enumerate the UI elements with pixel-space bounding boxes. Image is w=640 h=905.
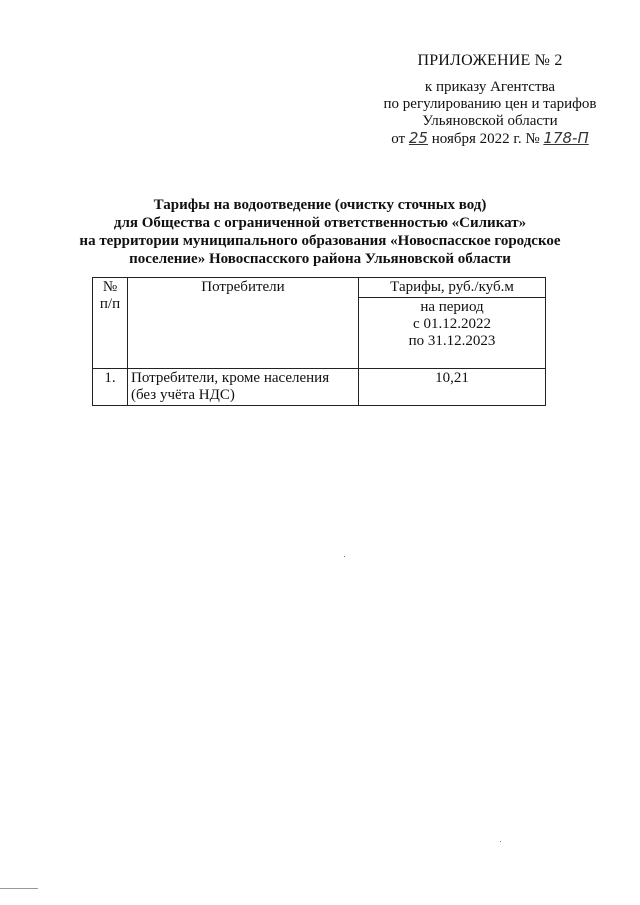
appendix-block: [370, 52, 610, 148]
header-number-cell: [93, 278, 128, 369]
date-rest: ноября 2022 г. №: [431, 131, 540, 147]
date-prefix: от: [391, 131, 406, 147]
row-tariff-value-cell: 10,21: [359, 369, 546, 406]
header-consumers-cell: Потребители: [128, 278, 359, 369]
appendix-title: ПРИЛОЖЕНИЕ № 2: [417, 52, 563, 69]
table-row: [93, 369, 546, 406]
header-number-sign: №: [102, 279, 118, 295]
row-consumer-line-1: Потребители, кроме населения: [131, 370, 330, 386]
period-line-1: на период: [420, 299, 484, 315]
header-tariffs-cell: Тарифы, руб./куб.м: [359, 278, 546, 298]
row-consumer-line-2: (без учёта НДС): [131, 387, 235, 403]
document-heading: [70, 196, 570, 268]
scan-speck: [344, 556, 345, 557]
table-header-row: [93, 278, 546, 298]
header-number-abbr: п/п: [99, 296, 121, 312]
period-line-3: по 31.12.2023: [408, 333, 496, 349]
tariff-table: [92, 277, 546, 406]
heading-line-1: Тарифы на водоотведение (очистку сточных вод): [153, 197, 487, 213]
scan-edge-line: [0, 888, 38, 889]
appendix-line-1: к приказу Агентства: [424, 79, 556, 95]
handwritten-day: 25: [408, 129, 428, 147]
row-number-cell: 1.: [93, 369, 128, 406]
heading-line-2: для Общества с ограниченной ответственностью «Силикат»: [113, 215, 527, 231]
appendix-line-3: Ульяновской области: [422, 113, 558, 129]
scan-speck: [500, 841, 501, 842]
period-line-2: с 01.12.2022: [413, 316, 491, 332]
appendix-line-2: по регулированию цен и тарифов: [383, 96, 597, 112]
appendix-date-line: [370, 130, 610, 148]
row-consumer-cell: [128, 369, 359, 406]
heading-line-3: на территории муниципального образования «Новоспасское городское: [79, 233, 561, 249]
period-cell: [359, 298, 546, 369]
heading-line-4: поселение» Новоспасского района Ульяновской области: [129, 251, 511, 267]
handwritten-order-number: 178-П: [543, 129, 589, 147]
